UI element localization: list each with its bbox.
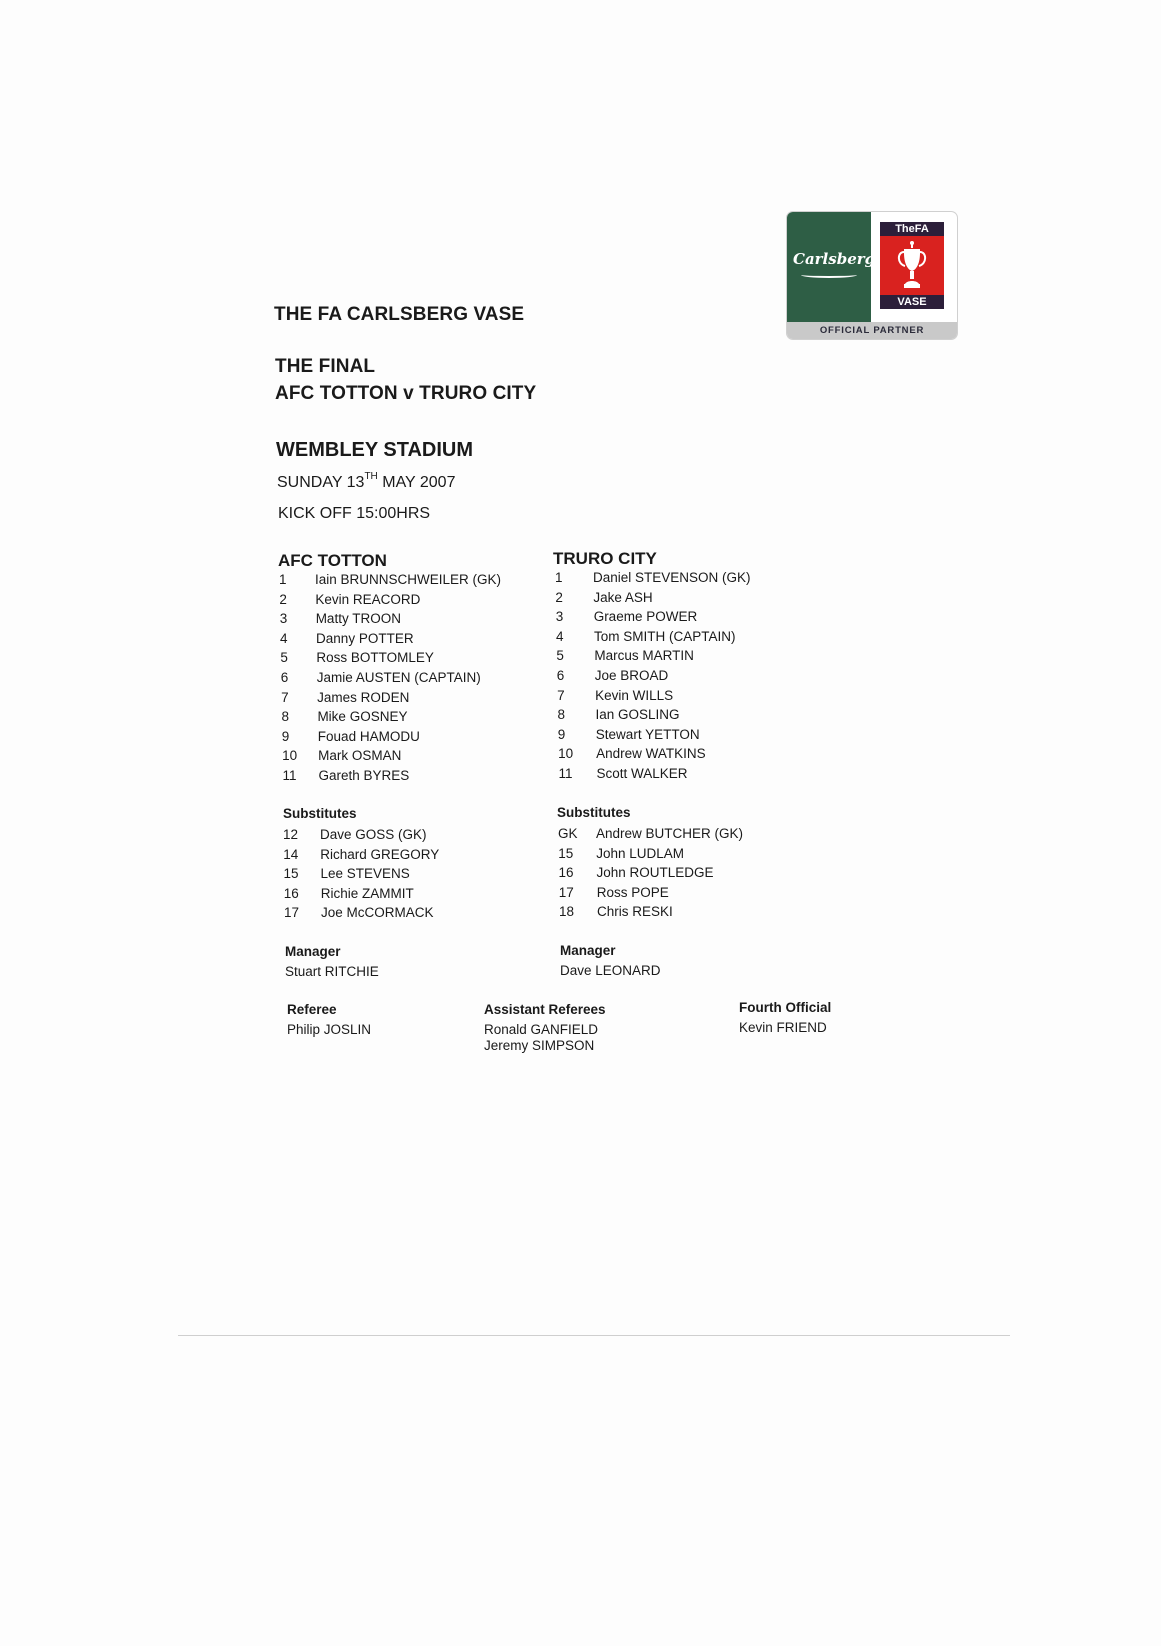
carlsberg-wordmark: Carlsberg <box>793 250 876 268</box>
date-prefix: SUNDAY 13 <box>277 474 365 491</box>
carlsberg-swoosh-icon <box>801 272 857 278</box>
player-name: Ian GOSLING <box>595 707 680 723</box>
fourth-official-label: Fourth Official <box>739 1000 832 1015</box>
player-name: Joe BROAD <box>594 668 669 683</box>
stage-title: THE FINAL <box>275 356 376 377</box>
team-name-home: AFC TOTTON <box>278 551 387 570</box>
match-date <box>277 471 456 492</box>
kickoff-time: KICK OFF 15:00HRS <box>278 505 431 522</box>
player-name: Dave GOSS (GK) <box>320 827 427 842</box>
player-number: 3 <box>279 611 288 627</box>
player-number: 11 <box>282 768 297 783</box>
player-number: 2 <box>279 591 287 607</box>
official-partner-bar: OFFICIAL PARTNER <box>787 322 957 339</box>
home-manager-label: Manager <box>285 944 341 959</box>
player-name: Scott WALKER <box>596 766 688 781</box>
player-number: 15 <box>558 845 574 861</box>
player-number: 5 <box>280 650 288 666</box>
player-name: Iain BRUNNSCHWEILER (GK) <box>315 572 502 587</box>
trophy-icon <box>894 240 930 292</box>
player-number: 11 <box>558 766 573 781</box>
player-name: Daniel STEVENSON (GK) <box>593 570 751 585</box>
player-number: 6 <box>280 670 289 685</box>
player-name: Jake ASH <box>593 589 653 605</box>
player-name: Marcus MARTIN <box>594 648 694 664</box>
assistant-referees-label: Assistant Referees <box>484 1002 606 1017</box>
player-number: 16 <box>283 885 299 901</box>
player-name: Andrew WATKINS <box>596 746 706 762</box>
competition-title: THE FA CARLSBERG VASE <box>274 304 525 325</box>
player-number: 12 <box>283 827 299 842</box>
player-name: Danny POTTER <box>316 630 414 646</box>
player-name: Mark OSMAN <box>318 748 402 764</box>
player-name: Jamie AUSTEN (CAPTAIN) <box>316 670 481 685</box>
player-name: Joe McCORMACK <box>321 905 434 921</box>
home-substitutes-heading: Substitutes <box>283 806 357 821</box>
away-substitutes-heading: Substitutes <box>557 805 631 820</box>
player-number: 9 <box>281 728 290 744</box>
player-number: 7 <box>557 687 565 703</box>
player-name: James RODEN <box>317 689 410 705</box>
player-number: 17 <box>284 905 300 921</box>
player-number: 8 <box>557 707 565 723</box>
player-number: GK <box>558 826 578 841</box>
player-number: 17 <box>558 884 574 900</box>
player-name: John ROUTLEDGE <box>596 865 714 881</box>
player-name: Matty TROON <box>315 611 401 627</box>
away-manager-name: Dave LEONARD <box>560 963 661 978</box>
player-number: 4 <box>280 630 288 646</box>
date-suffix: TH <box>364 471 378 482</box>
team-name-away: TRURO CITY <box>553 549 657 568</box>
fixture-title: AFC TOTTON v TRURO CITY <box>275 383 537 404</box>
fourth-official-name: Kevin FRIEND <box>739 1020 827 1035</box>
player-name: Fouad HAMODU <box>317 728 420 744</box>
carlsberg-panel <box>787 212 876 322</box>
player-number: 5 <box>556 648 564 664</box>
player-name: Kevin REACORD <box>315 591 421 607</box>
player-number: 16 <box>558 865 574 881</box>
player-number: 6 <box>556 668 565 683</box>
player-name: Andrew BUTCHER (GK) <box>596 826 744 841</box>
fa-vase-badge <box>880 222 944 310</box>
player-name: Graeme POWER <box>593 609 698 625</box>
player-number: 9 <box>557 726 566 742</box>
player-number: 15 <box>283 866 299 882</box>
player-name: Richie ZAMMIT <box>320 885 414 901</box>
player-number: 7 <box>281 689 289 705</box>
fa-badge-bottom: VASE <box>880 295 944 309</box>
player-name: John LUDLAM <box>596 845 685 861</box>
assistant-referee-2: Jeremy SIMPSON <box>484 1038 595 1053</box>
player-name: Stewart YETTON <box>595 726 700 742</box>
player-name: Ross POPE <box>596 884 669 900</box>
player-number: 14 <box>283 846 299 862</box>
player-number: 10 <box>282 748 298 764</box>
assistant-referee-1: Ronald GANFIELD <box>484 1022 599 1037</box>
venue-title: WEMBLEY STADIUM <box>276 439 474 461</box>
away-manager-label: Manager <box>560 943 616 958</box>
player-name: Richard GREGORY <box>320 846 440 862</box>
player-name: Lee STEVENS <box>320 866 410 882</box>
player-name: Ross BOTTOMLEY <box>316 650 434 666</box>
date-rest: MAY 2007 <box>377 474 456 491</box>
fa-badge-red-panel <box>880 236 944 295</box>
carlsberg-fa-vase-logo <box>787 212 957 339</box>
player-number: 8 <box>281 709 289 725</box>
fa-badge-top: TheFA <box>880 222 944 236</box>
player-number: 1 <box>279 572 287 587</box>
player-name: Chris RESKI <box>597 904 673 920</box>
player-number: 3 <box>555 609 564 625</box>
player-number: 18 <box>559 904 575 920</box>
player-name: Tom SMITH (CAPTAIN) <box>594 628 736 644</box>
home-manager-name: Stuart RITCHIE <box>285 964 379 979</box>
player-number: 4 <box>556 628 564 644</box>
player-name: Mike GOSNEY <box>317 709 408 725</box>
player-number: 1 <box>555 570 563 585</box>
player-number: 10 <box>558 746 574 762</box>
player-name: Kevin WILLS <box>595 687 674 703</box>
referee-name: Philip JOSLIN <box>287 1022 372 1037</box>
player-number: 2 <box>555 589 563 605</box>
player-name: Gareth BYRES <box>318 768 410 783</box>
referee-label: Referee <box>287 1002 337 1017</box>
horizontal-rule <box>178 1335 1010 1336</box>
